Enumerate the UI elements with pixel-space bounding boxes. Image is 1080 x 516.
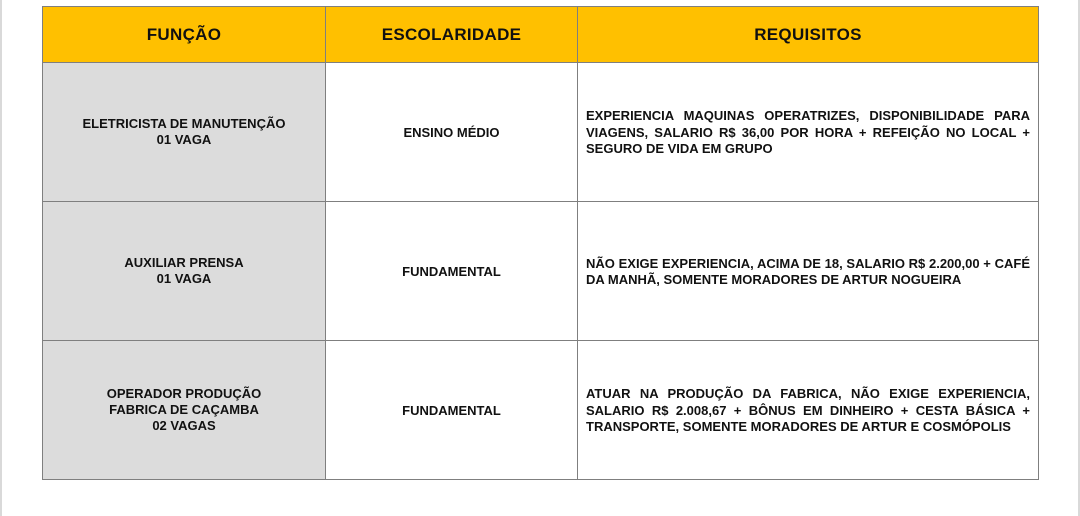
cell-requisitos: [578, 63, 1039, 202]
cell-requisitos: [578, 341, 1039, 480]
table-body: [43, 63, 1039, 480]
header-row: [43, 7, 1039, 63]
job-title-line-2: FABRICA DE CAÇAMBA: [109, 402, 259, 417]
table-row: [43, 202, 1039, 341]
job-vacancies-count: 01 VAGA: [156, 271, 212, 286]
cell-escolaridade: FUNDAMENTAL: [326, 341, 578, 480]
table-header: [43, 7, 1039, 63]
cell-requisitos: [578, 202, 1039, 341]
cell-funcao: [43, 63, 326, 202]
header-escolaridade: ESCOLARIDADE: [326, 7, 578, 63]
cell-funcao: [43, 202, 326, 341]
requirements-text: ATUAR NA PRODUÇÃO DA FABRICA, NÃO EXIGE EXPERIENCIA, SALARIO R$ 2.008,67 + BÔNUS EM DINHEIRO + CESTA BÁSICA + TRANSPORTE, SOMENTE MORADORES DE ARTUR E COSMÓPOLIS: [586, 386, 1030, 435]
left-edge-divider: [0, 0, 2, 516]
header-funcao: FUNÇÃO: [43, 7, 326, 63]
job-vacancies-count: 01 VAGA: [156, 132, 212, 147]
job-title: OPERADOR PRODUÇÃO: [106, 386, 262, 401]
table-row: [43, 341, 1039, 480]
cell-escolaridade: FUNDAMENTAL: [326, 202, 578, 341]
job-title: ELETRICISTA DE MANUTENÇÃO: [82, 116, 286, 131]
header-requisitos: REQUISITOS: [578, 7, 1039, 63]
cell-funcao: [43, 341, 326, 480]
table-row: [43, 63, 1039, 202]
job-vacancies-count: 02 VAGAS: [152, 418, 216, 433]
requirements-text: NÃO EXIGE EXPERIENCIA, ACIMA DE 18, SALARIO R$ 2.200,00 + CAFÉ DA MANHÃ, SOMENTE MORADORES DE ARTUR NOGUEIRA: [586, 255, 1030, 287]
job-vacancies-table: [42, 6, 1039, 480]
cell-escolaridade: ENSINO MÉDIO: [326, 63, 578, 202]
job-title: AUXILIAR PRENSA: [124, 255, 244, 270]
requirements-text: EXPERIENCIA MAQUINAS OPERATRIZES, DISPONIBILIDADE PARA VIAGENS, SALARIO R$ 36,00 POR HORA + REFEIÇÃO NO LOCAL + SEGURO DE VIDA EM GRUPO: [586, 108, 1030, 157]
